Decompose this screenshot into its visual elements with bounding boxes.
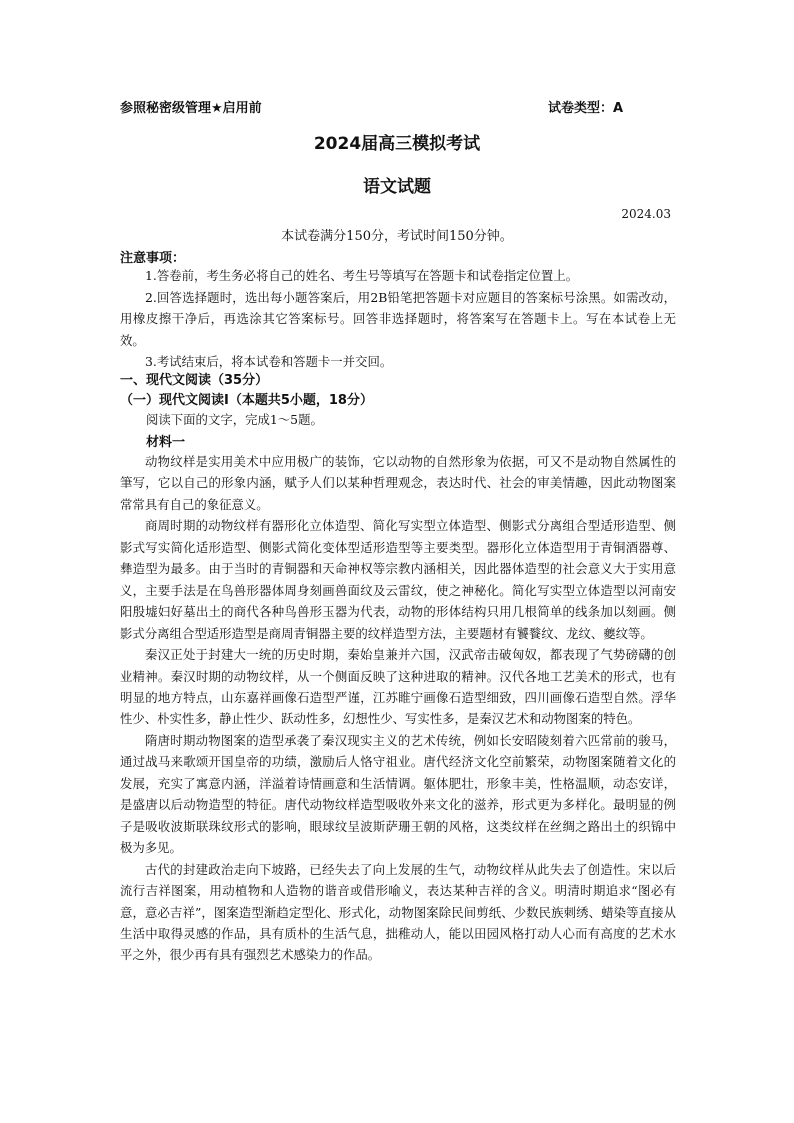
paragraph: 隋唐时期动物图案的造型承袭了秦汉现实主义的艺术传统，例如长安昭陵刻着六匹常前的骏马，通过战马来歌颂开国皇帝的功绩，激励后人恪守祖业。唐代经济文化空前繁荣，动物图案随着文化的发展，充实了寓意内涵，洋溢着诗情画意和生活情调。躯体肥壮，形象丰美，性格温顺，动态安详，是盛唐以后动物造型的特征。唐代动物纹样造型吸收外来文化的滋养，形式更为多样化。最明显的例子是吸收波斯联珠纹形式的影响，眼球纹呈波斯萨珊王朝的风格，这类纹样在丝绸之路出土的织锦中极为多见。	[120, 732, 676, 856]
paper-type-label: 试卷类型：A	[548, 101, 624, 116]
paragraph: 古代的封建政治走向下坡路，已经失去了向上发展的生气，动物纹样从此失去了创造性。宋以后流行吉祥图案，用动植物和人造物的谐音或借形喻义，表达某种吉祥的含义。明清时期追求“图必有意，意必吉祥”，图案造型渐趋定型化、形式化，动物图案除民间剪纸、少数民族刺绣、蜡染等直接从生活中取得灵感的作品，具有质朴的生活气息，拙稚动人，能以田园风格打动人心而有高度的艺术水平之外，很少再有具有强烈艺术感染力的作品。	[120, 861, 676, 963]
exam-subtitle: 语文试题	[363, 177, 431, 197]
notice-item: 2.回答选择题时，选出每小题答案后，用2B铅笔把答题卡对应题目的答案标号涂黑。如需改动，用橡皮擦干净后，再选涂其它答案标号。回答非选择题时，将答案写在答题卡上。写在本试卷上无效。	[120, 289, 676, 348]
material-label: 材料一	[146, 435, 186, 450]
notice-heading: 注意事项：	[120, 251, 186, 266]
exam-info: 本试卷满分150分，考试时间150分钟。	[281, 229, 513, 244]
reading-instruction: 阅读下面的文字，完成1～5题。	[146, 412, 323, 427]
notice-list	[120, 265, 676, 373]
paragraph: 商周时期的动物纹样有器形化立体造型、简化写实型立体造型、侧影式分离组合型适形造型、侧影式写实简化适形造型、侧影式简化变体型适形造型等主要类型。器形化立体造型用于青铜酒器尊、彝造型为最多。由于当时的青铜器和天命神权等宗教内涵相关，因此器体造型的社会意义大于实用意义，主要手法是在鸟兽形器体周身刻画兽面纹及云雷纹，使之神秘化。简化写实型立体造型以河南安阳殷墟妇好墓出土的商代各种鸟兽形玉器为代表，动物的形体结构只用几根简单的线条加以刻画。侧影式分离组合型适形造型是商周青铜器主要的纹样造型方法，主要题材有饕餮纹、龙纹、夔纹等。	[120, 518, 676, 641]
exam-title: 2024届高三模拟考试	[313, 134, 481, 154]
exam-date: 2024.03	[621, 207, 671, 221]
paragraph: 动物纹样是实用美术中应用极广的装饰，它以动物的自然形象为依据，可又不是动物自然属性的筆写，它以自己的形象内涵，赋予人们以某种哲理观念，表达时代、社会的审美情趣，因此动物图案常常具有自己的象征意义。	[120, 454, 676, 512]
subsection-heading: （一）现代文阅读Ⅰ（本题共5小题，18分）	[120, 393, 373, 408]
notice-item: 3.考试结束后，将本试卷和答题卡一并交回。	[145, 354, 393, 369]
confidentiality-label: 参照秘密级管理★启用前	[120, 101, 262, 116]
paragraph: 秦汉正处于封建大一统的历史时期，秦始皇兼并六国，汉武帝击破匈奴，都表现了气势磅礴的创业精神。秦汉时期的动物纹样，从一个侧面反映了这种进取的精神。汉代各地工艺美术的形式，也有明显的地方特点，山东嘉祥画像石造型严谨，江苏睢宁画像石造型细致，四川画像石造型自然。浮华性少、朴实性多，静止性少、跃动性多，幻想性少、写实性多，是秦汉艺术和动物图案的特色。	[120, 647, 676, 727]
notice-item: 1.答卷前，考生务必将自己的姓名、考生号等填写在答题卡和试卷指定位置上。	[145, 268, 579, 283]
material-text	[120, 451, 676, 966]
section-heading: 一、现代文阅读（35分）	[120, 373, 269, 388]
